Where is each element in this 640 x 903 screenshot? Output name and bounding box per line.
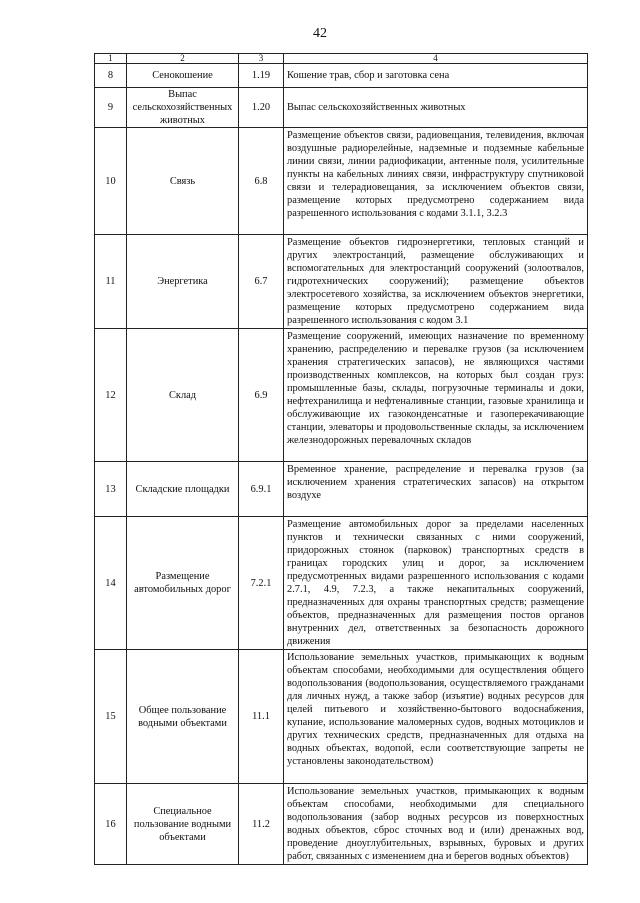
row-number: 12 <box>95 329 127 462</box>
table-row <box>95 784 588 865</box>
row-number: 14 <box>95 517 127 650</box>
land-use-code: 6.9.1 <box>239 462 284 517</box>
header-col-1: 1 <box>95 54 127 64</box>
header-col-2: 2 <box>127 54 239 64</box>
land-use-name: Сенокошение <box>127 64 239 88</box>
land-use-code: 11.2 <box>239 784 284 865</box>
table-row <box>95 650 588 784</box>
table-row <box>95 235 588 329</box>
row-number: 8 <box>95 64 127 88</box>
table-row <box>95 64 588 88</box>
table-row <box>95 329 588 462</box>
land-use-code: 6.8 <box>239 128 284 235</box>
land-use-name: Энергетика <box>127 235 239 329</box>
row-number: 11 <box>95 235 127 329</box>
row-number: 13 <box>95 462 127 517</box>
land-use-description: Кошение трав, сбор и заготовка сена <box>284 64 588 88</box>
row-number: 15 <box>95 650 127 784</box>
row-number: 9 <box>95 88 127 128</box>
land-use-name: Общее пользование водными объектами <box>127 650 239 784</box>
land-use-code: 7.2.1 <box>239 517 284 650</box>
header-col-3: 3 <box>239 54 284 64</box>
land-use-table <box>94 53 588 865</box>
table-row <box>95 517 588 650</box>
land-use-name: Размещение автомобильных дорог <box>127 517 239 650</box>
row-number: 16 <box>95 784 127 865</box>
table-row <box>95 462 588 517</box>
land-use-name: Склад <box>127 329 239 462</box>
land-use-code: 1.19 <box>239 64 284 88</box>
land-use-description: Размещение объектов гидроэнергетики, тепловых станций и других электростанций, размещение обслуживающих и вспомогательных для электростанций сооружений (золоотвалов, гидротехнических сооружений); размещение объектов электросетевого хозяйства, за исключением объектов энергетики, размещение которых предусмотрено содержанием вида разрешенного использования с кодом 3.1 <box>284 235 588 329</box>
row-number: 10 <box>95 128 127 235</box>
land-use-name: Связь <box>127 128 239 235</box>
table-row <box>95 128 588 235</box>
land-use-code: 1.20 <box>239 88 284 128</box>
land-use-description: Использование земельных участков, примыкающих к водным объектам способами, необходимыми для осуществления общего водопользования (водопользования, осуществляемого гражданами для личных нужд, а также забор (изъятие) водных ресурсов для целей питьевого и хозяйственно-бытового водоснабжения, купание, использование маломерных судов, водных мотоциклов и других технических средств, предназначенных для отдыха на водных объектах, водопой, если соответствующие запреты не установлены законодательством) <box>284 650 588 784</box>
land-use-name: Специальное пользование водными объектами <box>127 784 239 865</box>
land-use-description: Размещение объектов связи, радиовещания, телевидения, включая воздушные радиорелейные, надземные и подземные кабельные линии связи, линии радиофикации, антенные поля, усилительные пункты на кабельных линиях связи, инфраструктуру спутниковой связи и телерадиовещания, за исключением объектов связи, размещение которых предусмотрено содержанием вида разрешенного использования с кодами 3.1.1, 3.2.3 <box>284 128 588 235</box>
land-use-description: Использование земельных участков, примыкающих к водным объектам способами, необходимыми для специального водопользования (забор водных ресурсов из поверхностных водных объектов, сброс сточных вод и (или) дренажных вод, проведение дноуглубительных, взрывных, буровых и других работ, связанных с изменением дна и берегов водных объектов) <box>284 784 588 865</box>
land-use-description: Размещение автомобильных дорог за пределами населенных пунктов и технически связанных с ними сооружений, придорожных стоянок (парковок) транспортных средств в границах городских улиц и дорог, за исключением предусмотренных видами разрешенного использования с кодами 2.7.1, 4.9, 7.2.3, а также некапитальных сооружений, предназначенных для охраны транспортных средств; размещение объектов, предназначенных для размещения постов органов внутренних дел, ответственных за безопасность дорожного движения <box>284 517 588 650</box>
land-use-code: 11.1 <box>239 650 284 784</box>
land-use-description: Выпас сельскохозяйственных животных <box>284 88 588 128</box>
land-use-code: 6.9 <box>239 329 284 462</box>
land-use-description: Размещение сооружений, имеющих назначение по временному хранению, распределению и перевалке грузов (за исключением хранения стратегических запасов), не являющихся частями производственных комплексов, на которых был создан груз: промышленные базы, склады, погрузочные терминалы и доки, нефтехранилища и нефтеналивные станции, газовые хранилища и обслуживающие их газоконденсатные и газоперекачивающие станции, элеваторы и продовольственные склады, за исключением железнодорожных перевалочных складов <box>284 329 588 462</box>
land-use-description: Временное хранение, распределение и перевалка грузов (за исключением хранения стратегических запасов) на открытом воздухе <box>284 462 588 517</box>
table-header-row <box>95 54 588 64</box>
page-number: 42 <box>313 26 327 41</box>
land-use-code: 6.7 <box>239 235 284 329</box>
land-use-name: Выпас сельскохозяйственных животных <box>127 88 239 128</box>
header-col-4: 4 <box>284 54 588 64</box>
table-row <box>95 88 588 128</box>
land-use-name: Складские площадки <box>127 462 239 517</box>
